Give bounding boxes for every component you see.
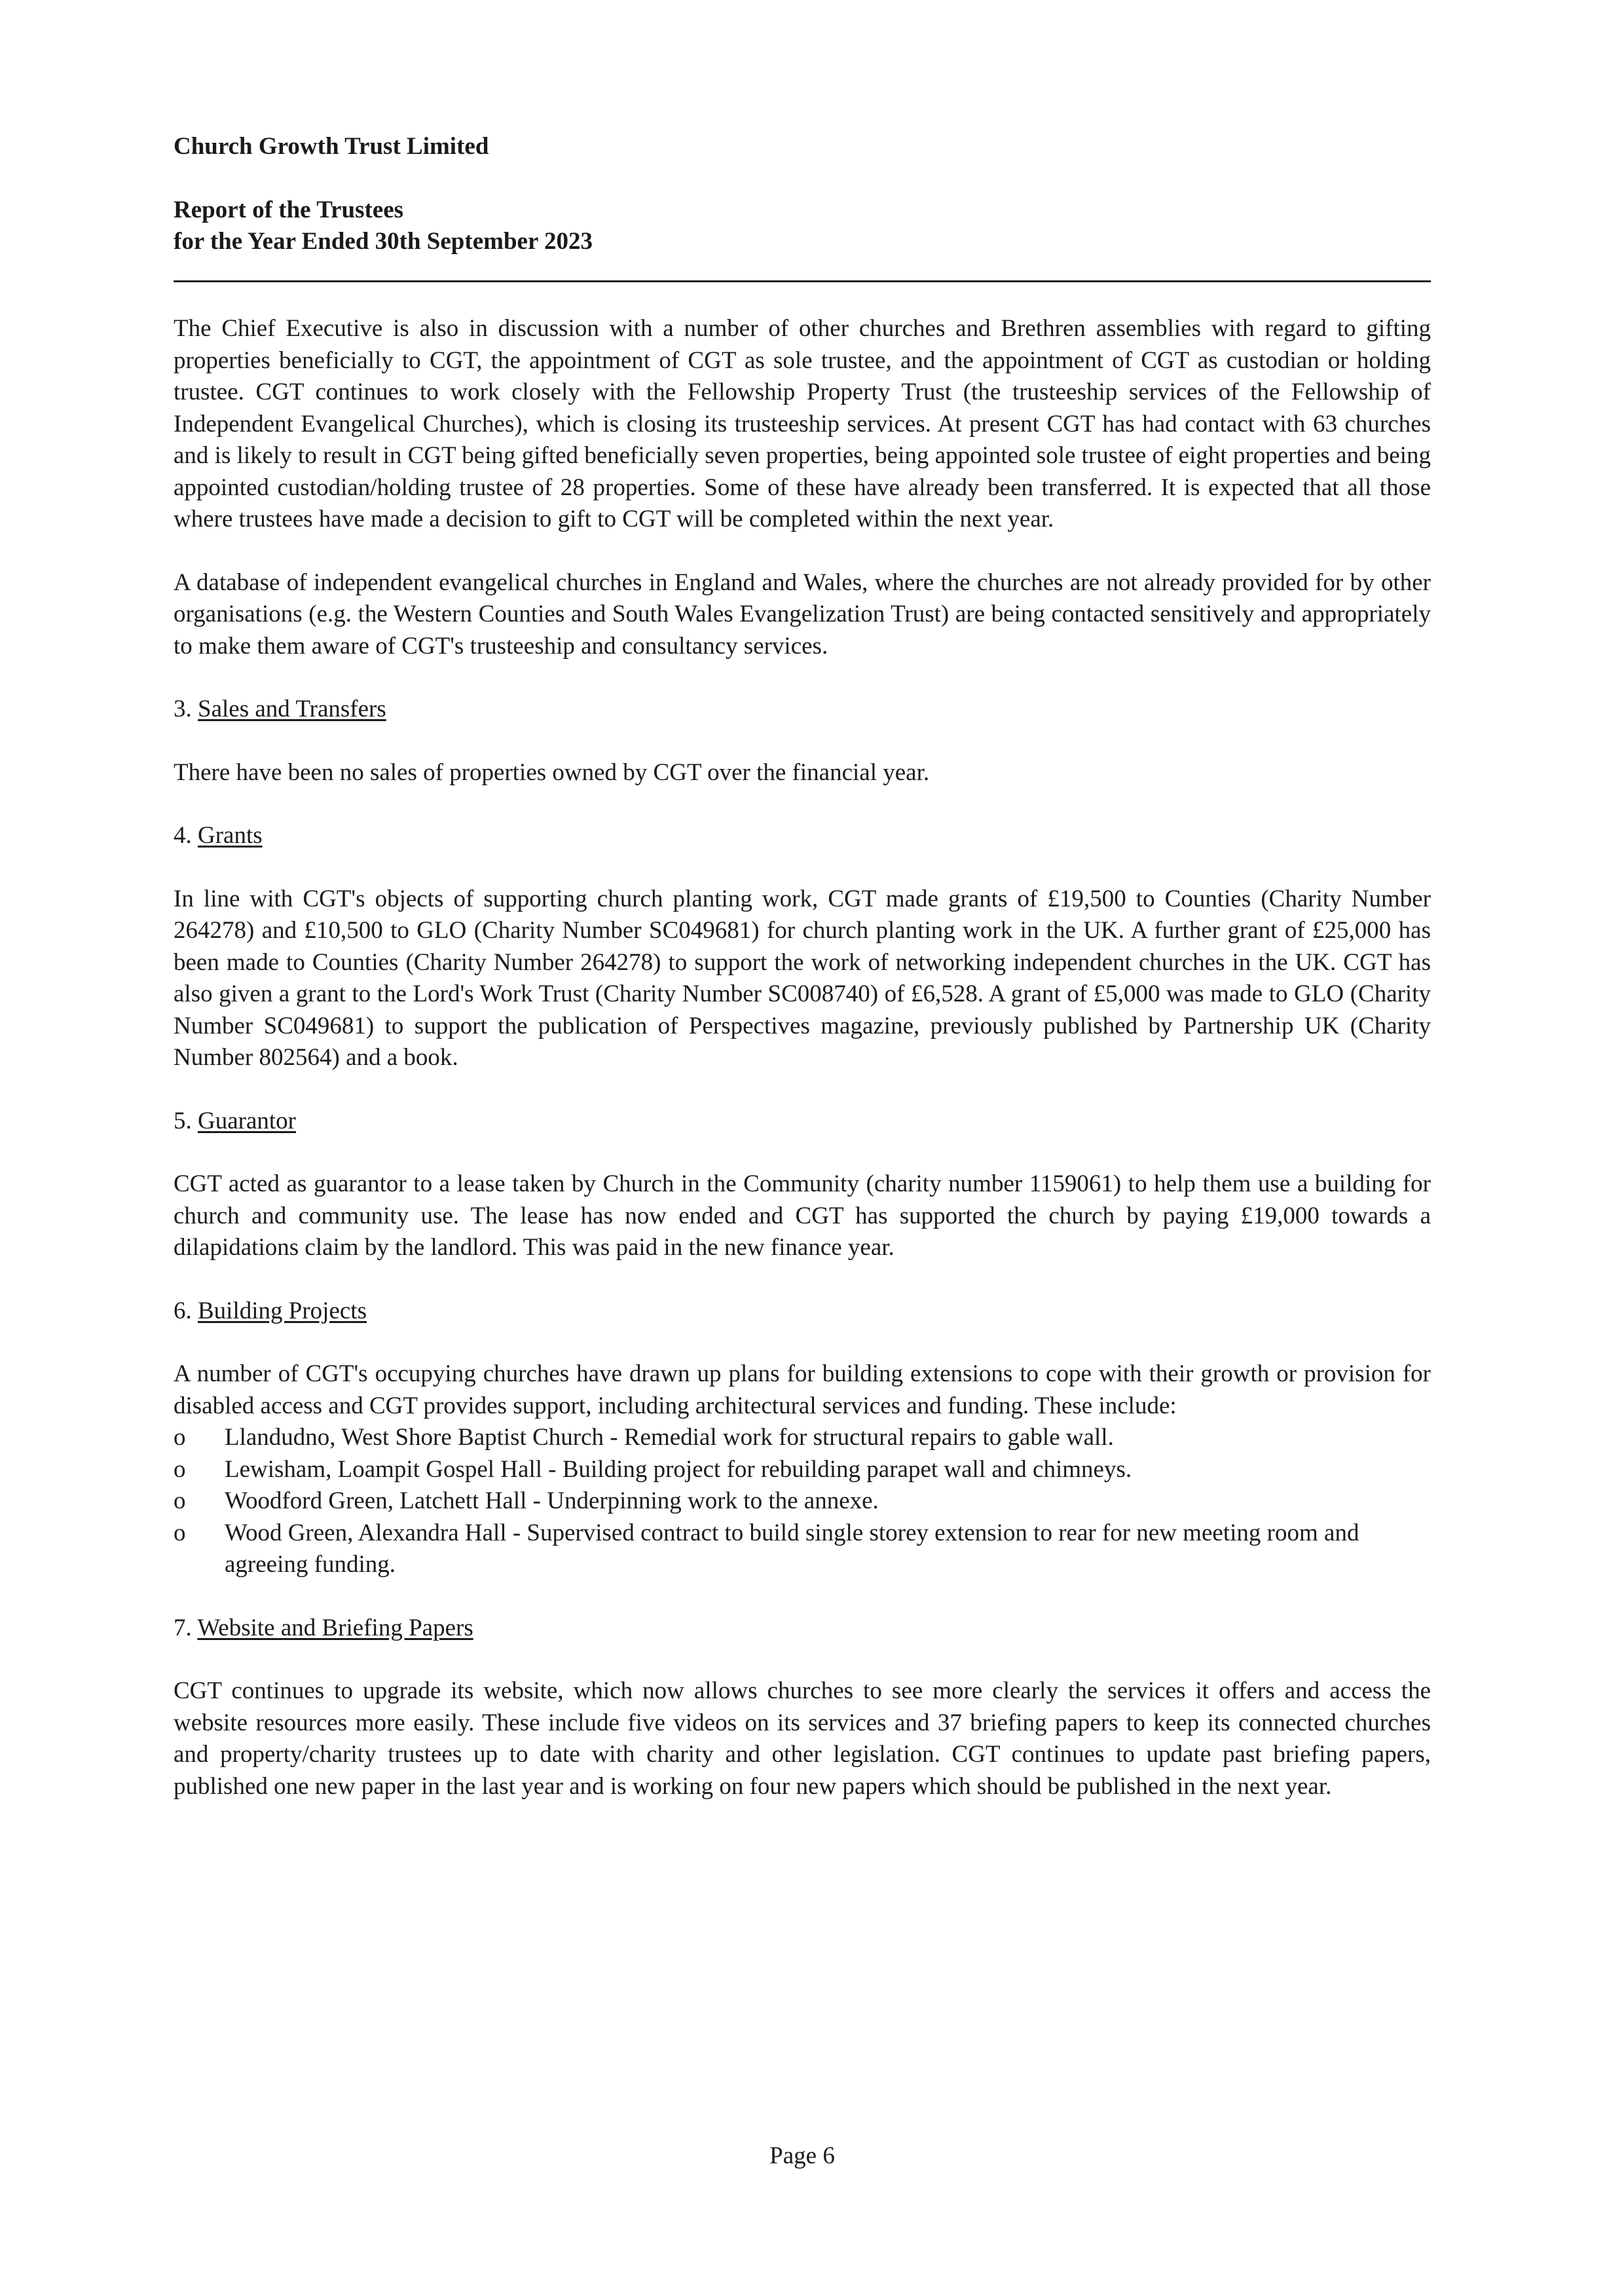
section-title: Grants <box>198 822 263 849</box>
bullet-marker: o <box>174 1519 186 1546</box>
section-heading-grants <box>174 820 1431 852</box>
section-number: 3. <box>174 696 192 722</box>
section-heading-guarantor <box>174 1106 1431 1138</box>
list-item-text: Wood Green, Alexandra Hall - Supervised contract to build single storey extension to rear for new meeting room and agreeing funding. <box>225 1519 1359 1578</box>
list-item <box>174 1454 1431 1486</box>
organisation-name: Church Growth Trust Limited <box>174 133 489 160</box>
section-number: 5. <box>174 1107 192 1134</box>
grants-paragraph: In line with CGT's objects of supporting church planting work, CGT made grants of £19,500 to Counties (Charity Number 264278) and £10,500 to GLO (Charity Number SC049681) for church planting work in the UK. A further grant of £25,000 has been made to Counties (Charity Number 264278) to support the work of networking independent churches in the UK. CGT has also given a grant to the Lord's Work Trust (Charity Number SC008740) of £6,528. A grant of £5,000 was made to GLO (Charity Number SC049681) to support the publication of Perspectives magazine, previously published by Partnership UK (Charity Number 802564) and a book. <box>174 885 1431 1071</box>
bullet-marker: o <box>174 1455 186 1483</box>
report-title <box>174 195 593 257</box>
list-item <box>174 1422 1431 1454</box>
building-projects-paragraph: A number of CGT's occupying churches have drawn up plans for building extensions to cope with their growth or provision for disabled access and CGT provides support, including architectural services and funding. These include: <box>174 1360 1431 1419</box>
report-title-line-2: for the Year Ended 30th September 2023 <box>174 228 593 255</box>
guarantor-paragraph: CGT acted as guarantor to a lease taken by Church in the Community (charity number 1159061) to help them use a building for church and community use. The lease has now ended and CGT has supported the church by paying £19,000 towards a dilapidations claim by the landlord. This was paid in the new finance year. <box>174 1170 1431 1261</box>
section-heading-building-projects <box>174 1296 1431 1328</box>
section-title: Guarantor <box>198 1107 296 1134</box>
list-item-text: Woodford Green, Latchett Hall - Underpinning work to the annexe. <box>225 1487 879 1514</box>
list-item <box>174 1518 1431 1581</box>
section-number: 4. <box>174 822 192 849</box>
section-number: 6. <box>174 1297 192 1324</box>
page-number: Page 6 <box>769 2142 835 2169</box>
report-body <box>174 313 1431 1834</box>
section-title: Website and Briefing Papers <box>197 1614 473 1641</box>
list-item-text: Lewisham, Loampit Gospel Hall - Building project for rebuilding parapet wall and chimneys. <box>225 1455 1132 1483</box>
section-heading-website-briefing <box>174 1613 1431 1645</box>
bullet-marker: o <box>174 1424 186 1451</box>
sales-transfers-paragraph: There have been no sales of properties owned by CGT over the financial year. <box>174 758 930 786</box>
list-item <box>174 1485 1431 1518</box>
section-title: Building Projects <box>198 1297 367 1324</box>
website-briefing-paragraph: CGT continues to upgrade its website, which now allows churches to see more clearly the services it offers and access the website resources more easily. These include five videos on its services and 37 briefing papers to keep its connected churches and property/charity trustees up to date with charity and other legislation. CGT continues to update past briefing papers, published one new paper in the last year and is working on four new papers which should be published in the next year. <box>174 1677 1431 1800</box>
list-item-text: Llandudno, West Shore Baptist Church - Remedial work for structural repairs to gable wall. <box>225 1424 1114 1451</box>
section-heading-sales-transfers <box>174 694 1431 726</box>
header-divider <box>174 280 1431 282</box>
section-title: Sales and Transfers <box>198 696 386 722</box>
intro-paragraph-1: The Chief Executive is also in discussion with a number of other churches and Brethren assemblies with regard to gifting properties beneficially to CGT, the appointment of CGT as sole trustee, and the appointment of CGT as custodian or holding trustee. CGT continues to work closely with the Fellowship Property Trust (the trusteeship services of the Fellowship of Independent Evangelical Churches), which is closing its trusteeship services. At present CGT has had contact with 63 churches and is likely to result in CGT being gifted beneficially seven properties, being appointed sole trustee of eight properties and being appointed custodian/holding trustee of 28 properties. Some of these have already been transferred. It is expected that all those where trustees have made a decision to gift to CGT will be completed within the next year. <box>174 315 1431 532</box>
document-page <box>174 0 1431 2295</box>
intro-paragraph-2: A database of independent evangelical churches in England and Wales, where the churches are not already provided for by other organisations (e.g. the Western Counties and South Wales Evangelization Trust) are being contacted sensitively and appropriately to make them aware of CGT's trusteeship and consultancy services. <box>174 569 1431 660</box>
bullet-marker: o <box>174 1487 186 1514</box>
section-number: 7. <box>174 1614 192 1641</box>
building-projects-list <box>174 1422 1431 1581</box>
report-title-line-1: Report of the Trustees <box>174 196 404 223</box>
